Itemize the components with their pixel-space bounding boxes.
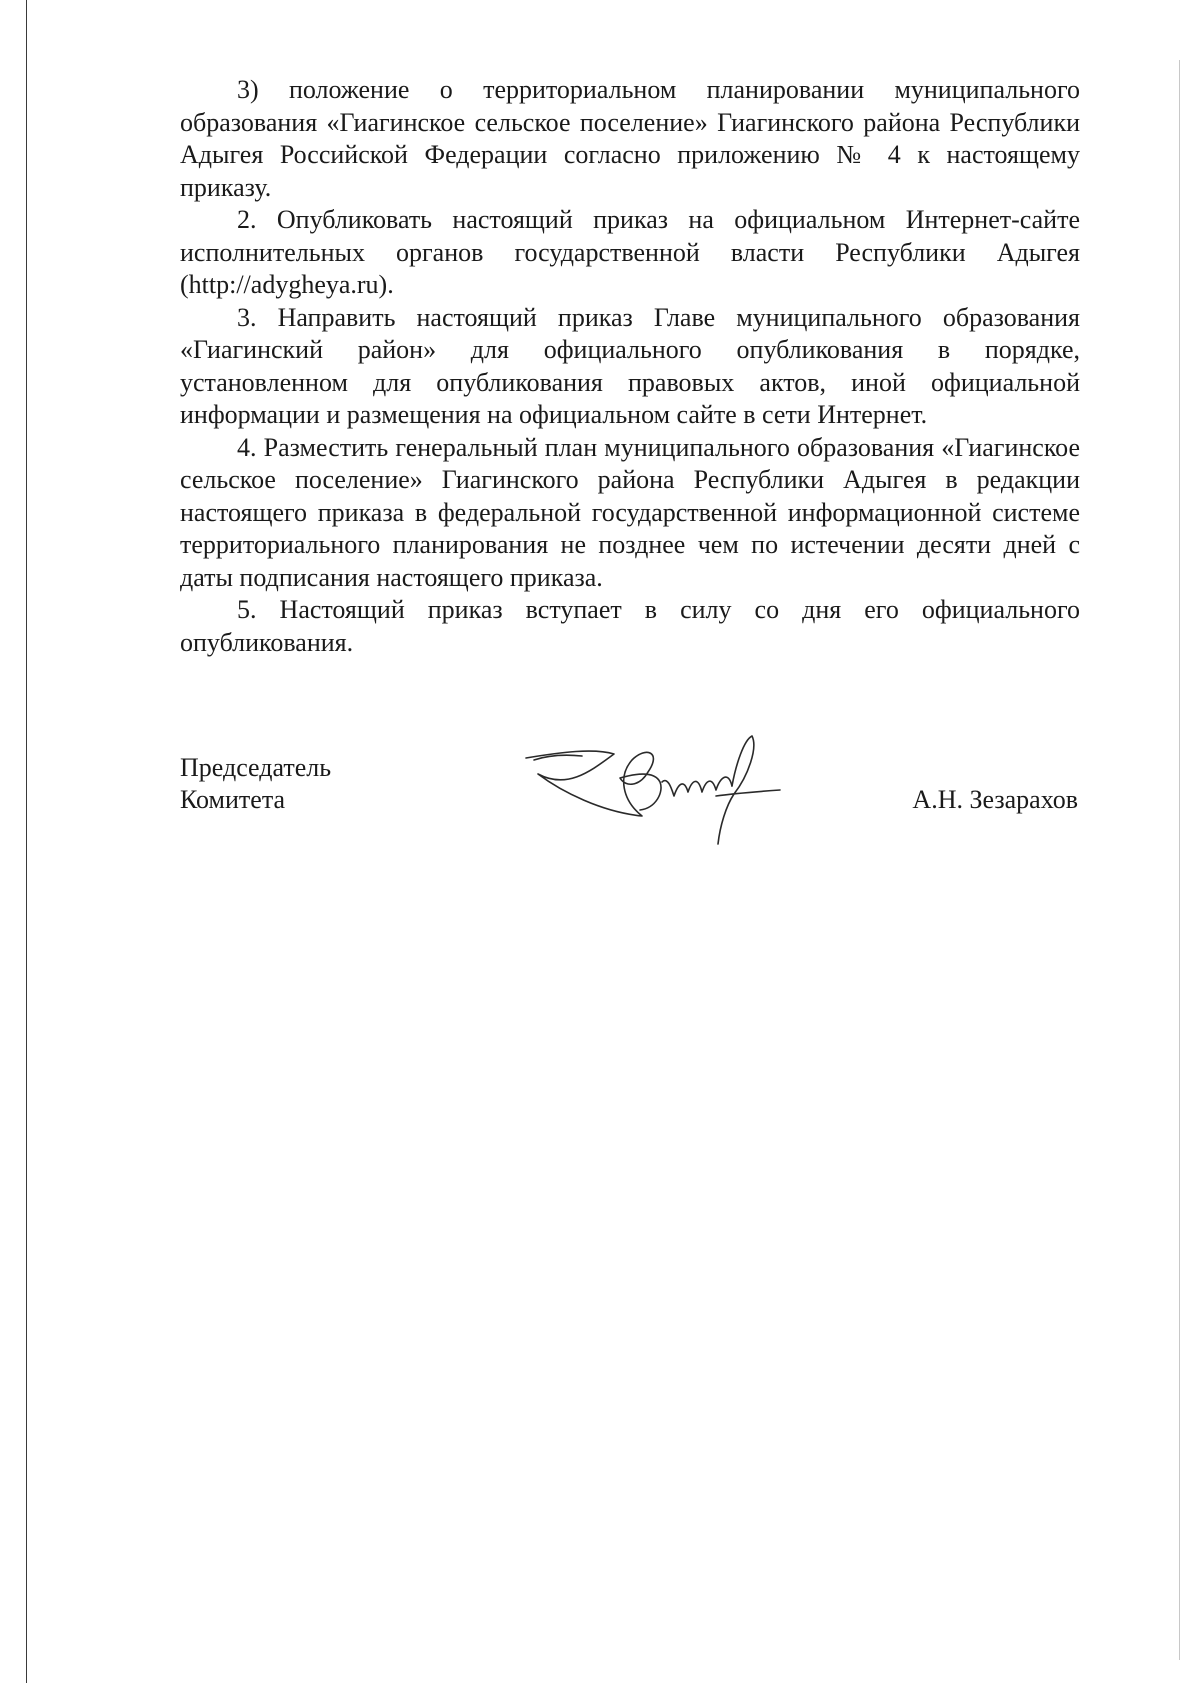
document-body — [180, 74, 1080, 659]
paragraph-item-3: 3) положение о территориальном планировании муниципального образования «Гиагинское сельское поселение» Гиагинского района Республики Адыгея Российской Федерации согласно приложению № 4 к настоящему приказу. — [180, 75, 1080, 202]
paragraph-effective-date: 5. Настоящий приказ вступает в силу со дня его официального опубликования. — [180, 595, 1080, 657]
signatory-title-line1: Председатель — [180, 753, 332, 782]
scan-edge-right — [1179, 60, 1180, 1660]
signatory-title-line2: Комитета — [180, 785, 286, 814]
paragraph-publish-website: 2. Опубликовать настоящий приказ на официальном Интернет-сайте исполнительных органов государственной власти Республики Адыгея (http://adygheya.ru). — [180, 205, 1080, 299]
paragraph-place-plan: 4. Разместить генеральный план муниципального образования «Гиагинское сельское поселение» Гиагинского района Республики Адыгея в редакции настоящего приказа в федеральной государственной информационной системе территориального планирования не позднее чем по истечении десяти дней с даты подписания настоящего приказа. — [180, 432, 1080, 592]
signatory-name: А.Н. Зезарахов — [912, 785, 1078, 814]
paragraph-send-to-head: 3. Направить настоящий приказ Главе муниципального образования «Гиагинский район» для официального опубликования в порядке, установленном для опубликования правовых актов, иной официальной информации и размещения на официальном сайте в сети Интернет. — [180, 302, 1080, 429]
signatory-title — [180, 752, 331, 816]
handwritten-signature — [522, 730, 784, 850]
scan-edge-left — [26, 0, 27, 1683]
